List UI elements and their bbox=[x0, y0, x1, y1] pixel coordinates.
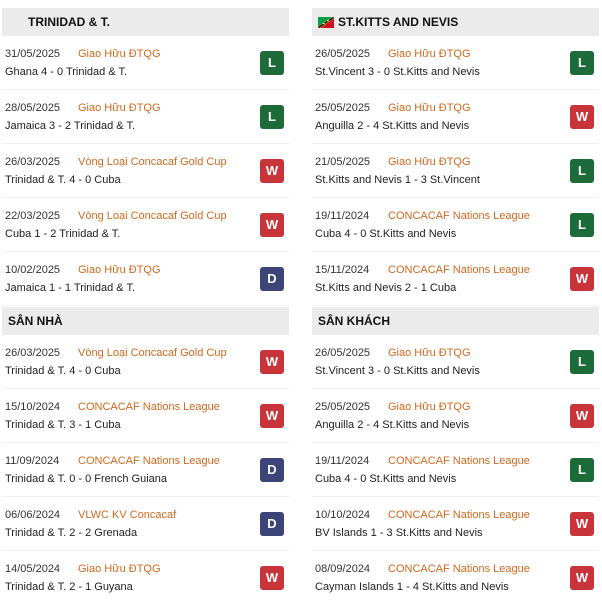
match-info bbox=[5, 46, 260, 80]
match-info bbox=[5, 100, 260, 134]
match-competition[interactable]: Giao Hữu ĐTQG bbox=[388, 101, 471, 114]
match-date: 10/10/2024 bbox=[315, 508, 371, 521]
result-badge: L bbox=[260, 51, 284, 75]
home-form-panel bbox=[2, 307, 289, 600]
match-result: Anguilla 2 - 4 St.Kitts and Nevis bbox=[315, 119, 470, 132]
result-badge: D bbox=[260, 458, 284, 482]
panel-header bbox=[2, 8, 289, 36]
panel-header bbox=[312, 307, 599, 335]
panel-header bbox=[2, 307, 289, 335]
match-meta bbox=[315, 262, 570, 278]
match-result: Cayman Islands 1 - 4 St.Kitts and Nevis bbox=[315, 580, 509, 593]
match-result: Cuba 4 - 0 St.Kitts and Nevis bbox=[315, 227, 457, 240]
match-result: St.Kitts and Nevis 1 - 3 St.Vincent bbox=[315, 173, 480, 186]
match-info bbox=[5, 262, 260, 296]
match-info bbox=[5, 507, 260, 541]
match-row[interactable] bbox=[312, 497, 599, 551]
match-meta bbox=[315, 46, 570, 62]
match-result: BV Islands 1 - 3 St.Kitts and Nevis bbox=[315, 526, 483, 539]
match-result: Ghana 4 - 0 Trinidad & T. bbox=[5, 65, 128, 78]
match-date: 26/03/2025 bbox=[5, 346, 61, 359]
match-date: 15/10/2024 bbox=[5, 400, 61, 413]
match-info bbox=[315, 208, 570, 242]
match-row[interactable] bbox=[312, 144, 599, 198]
result-badge: W bbox=[260, 159, 284, 183]
result-badge: W bbox=[260, 566, 284, 590]
match-competition[interactable]: Vòng Loại Concacaf Gold Cup bbox=[78, 209, 227, 222]
match-row[interactable] bbox=[312, 335, 599, 389]
match-date: 22/03/2025 bbox=[5, 209, 61, 222]
match-competition[interactable]: CONCACAF Nations League bbox=[388, 209, 530, 222]
match-competition[interactable]: Giao Hữu ĐTQG bbox=[78, 263, 161, 276]
match-date: 26/03/2025 bbox=[5, 155, 61, 168]
match-result: St.Vincent 3 - 0 St.Kitts and Nevis bbox=[315, 65, 480, 78]
match-meta bbox=[315, 507, 570, 523]
match-date: 28/05/2025 bbox=[5, 101, 61, 114]
match-date: 19/11/2024 bbox=[315, 454, 370, 467]
match-competition[interactable]: Giao Hữu ĐTQG bbox=[388, 346, 471, 359]
match-competition[interactable]: Giao Hữu ĐTQG bbox=[388, 155, 471, 168]
match-date: 10/02/2025 bbox=[5, 263, 61, 276]
match-row[interactable] bbox=[2, 335, 289, 389]
st-kitts-flag-icon bbox=[318, 17, 334, 28]
result-badge: L bbox=[570, 159, 594, 183]
match-meta bbox=[315, 453, 570, 469]
panel-title: SÂN NHÀ bbox=[8, 314, 63, 328]
result-badge: L bbox=[570, 213, 594, 237]
match-result: Cuba 4 - 0 St.Kitts and Nevis bbox=[315, 472, 457, 485]
result-badge: L bbox=[570, 350, 594, 374]
match-competition[interactable]: CONCACAF Nations League bbox=[78, 400, 220, 413]
match-row[interactable] bbox=[2, 443, 289, 497]
match-competition[interactable]: Giao Hữu ĐTQG bbox=[78, 47, 161, 60]
match-result: St.Kitts and Nevis 2 - 1 Cuba bbox=[315, 281, 457, 294]
match-info bbox=[315, 507, 570, 541]
result-badge: L bbox=[570, 458, 594, 482]
match-result: Trinidad & T. 2 - 1 Guyana bbox=[5, 580, 133, 593]
match-competition[interactable]: Giao Hữu ĐTQG bbox=[78, 562, 161, 575]
match-row[interactable] bbox=[2, 551, 289, 600]
panel-title: SÂN KHÁCH bbox=[318, 314, 390, 328]
match-row[interactable] bbox=[312, 443, 599, 497]
result-badge: L bbox=[570, 51, 594, 75]
match-meta bbox=[315, 345, 570, 361]
match-meta bbox=[315, 100, 570, 116]
result-badge: D bbox=[260, 512, 284, 536]
match-meta bbox=[5, 453, 260, 469]
match-meta bbox=[5, 399, 260, 415]
match-list bbox=[2, 36, 289, 306]
match-info bbox=[5, 154, 260, 188]
result-badge: W bbox=[570, 105, 594, 129]
match-competition[interactable]: CONCACAF Nations League bbox=[388, 263, 530, 276]
match-competition[interactable]: Vòng Loại Concacaf Gold Cup bbox=[78, 155, 227, 168]
match-competition[interactable]: VLWC KV Concacaf bbox=[78, 508, 177, 521]
match-row[interactable] bbox=[2, 90, 289, 144]
match-date: 31/05/2025 bbox=[5, 47, 61, 60]
match-meta bbox=[5, 46, 260, 62]
match-competition[interactable]: Giao Hữu ĐTQG bbox=[388, 400, 471, 413]
result-badge: W bbox=[570, 404, 594, 428]
match-info bbox=[315, 561, 570, 595]
match-result: Jamaica 1 - 1 Trinidad & T. bbox=[5, 281, 136, 294]
match-meta bbox=[5, 507, 260, 523]
match-info bbox=[5, 208, 260, 242]
match-meta bbox=[315, 561, 570, 577]
match-result: Cuba 1 - 2 Trinidad & T. bbox=[5, 227, 121, 240]
result-badge: W bbox=[260, 404, 284, 428]
panel-title: ST.KITTS AND NEVIS bbox=[338, 15, 459, 29]
match-info bbox=[5, 399, 260, 433]
match-row[interactable] bbox=[312, 90, 599, 144]
match-date: 19/11/2024 bbox=[315, 209, 370, 222]
trinidad-form-panel bbox=[2, 8, 289, 306]
match-list bbox=[2, 335, 289, 600]
panel-header bbox=[312, 8, 599, 36]
match-result: Trinidad & T. 2 - 2 Grenada bbox=[5, 526, 138, 539]
match-row[interactable] bbox=[312, 252, 599, 306]
result-badge: W bbox=[260, 213, 284, 237]
away-form-panel bbox=[312, 307, 599, 600]
match-meta bbox=[5, 262, 260, 278]
result-badge: D bbox=[260, 267, 284, 291]
match-row[interactable] bbox=[2, 144, 289, 198]
stkitts-form-panel bbox=[312, 8, 599, 306]
result-badge: W bbox=[570, 566, 594, 590]
match-result: Trinidad & T. 4 - 0 Cuba bbox=[5, 364, 121, 377]
match-meta bbox=[5, 154, 260, 170]
result-badge: W bbox=[260, 350, 284, 374]
match-meta bbox=[5, 561, 260, 577]
match-competition[interactable]: CONCACAF Nations League bbox=[78, 454, 220, 467]
match-competition[interactable]: CONCACAF Nations League bbox=[388, 508, 530, 521]
match-row[interactable] bbox=[312, 198, 599, 252]
match-competition[interactable]: Giao Hữu ĐTQG bbox=[388, 47, 471, 60]
match-row[interactable] bbox=[2, 389, 289, 443]
match-row[interactable] bbox=[312, 551, 599, 600]
match-date: 26/05/2025 bbox=[315, 47, 371, 60]
match-info bbox=[5, 453, 260, 487]
match-list bbox=[312, 335, 599, 600]
match-meta bbox=[315, 399, 570, 415]
match-date: 08/09/2024 bbox=[315, 562, 371, 575]
match-info bbox=[315, 345, 570, 379]
match-date: 11/09/2024 bbox=[5, 454, 60, 467]
match-info bbox=[315, 154, 570, 188]
match-info bbox=[5, 561, 260, 595]
match-info bbox=[315, 399, 570, 433]
match-date: 15/11/2024 bbox=[315, 263, 370, 276]
panel-title: TRINIDAD & T. bbox=[28, 15, 110, 29]
match-date: 06/06/2024 bbox=[5, 508, 61, 521]
match-info bbox=[315, 46, 570, 80]
match-date: 25/05/2025 bbox=[315, 400, 371, 413]
match-date: 25/05/2025 bbox=[315, 101, 371, 114]
match-competition[interactable]: Vòng Loại Concacaf Gold Cup bbox=[78, 346, 227, 359]
match-row[interactable] bbox=[2, 198, 289, 252]
match-result: Jamaica 3 - 2 Trinidad & T. bbox=[5, 119, 136, 132]
match-competition[interactable]: Giao Hữu ĐTQG bbox=[78, 101, 161, 114]
match-row[interactable] bbox=[2, 497, 289, 551]
match-row[interactable] bbox=[2, 36, 289, 90]
match-info bbox=[315, 100, 570, 134]
match-row[interactable] bbox=[312, 389, 599, 443]
match-meta bbox=[315, 208, 570, 224]
result-badge: W bbox=[570, 512, 594, 536]
match-result: Trinidad & T. 4 - 0 Cuba bbox=[5, 173, 121, 186]
match-date: 21/05/2025 bbox=[315, 155, 371, 168]
match-meta bbox=[5, 208, 260, 224]
match-info bbox=[315, 453, 570, 487]
match-date: 14/05/2024 bbox=[5, 562, 61, 575]
match-info bbox=[315, 262, 570, 296]
match-competition[interactable]: CONCACAF Nations League bbox=[388, 454, 530, 467]
result-badge: W bbox=[570, 267, 594, 291]
match-meta bbox=[5, 345, 260, 361]
match-result: Trinidad & T. 3 - 1 Cuba bbox=[5, 418, 121, 431]
match-competition[interactable]: CONCACAF Nations League bbox=[388, 562, 530, 575]
match-row[interactable] bbox=[2, 252, 289, 306]
match-info bbox=[5, 345, 260, 379]
match-result: St.Vincent 3 - 0 St.Kitts and Nevis bbox=[315, 364, 480, 377]
match-date: 26/05/2025 bbox=[315, 346, 371, 359]
match-result: Anguilla 2 - 4 St.Kitts and Nevis bbox=[315, 418, 470, 431]
match-result: Trinidad & T. 0 - 0 French Guiana bbox=[5, 472, 168, 485]
match-meta bbox=[315, 154, 570, 170]
match-row[interactable] bbox=[312, 36, 599, 90]
match-meta bbox=[5, 100, 260, 116]
match-list bbox=[312, 36, 599, 306]
result-badge: L bbox=[260, 105, 284, 129]
